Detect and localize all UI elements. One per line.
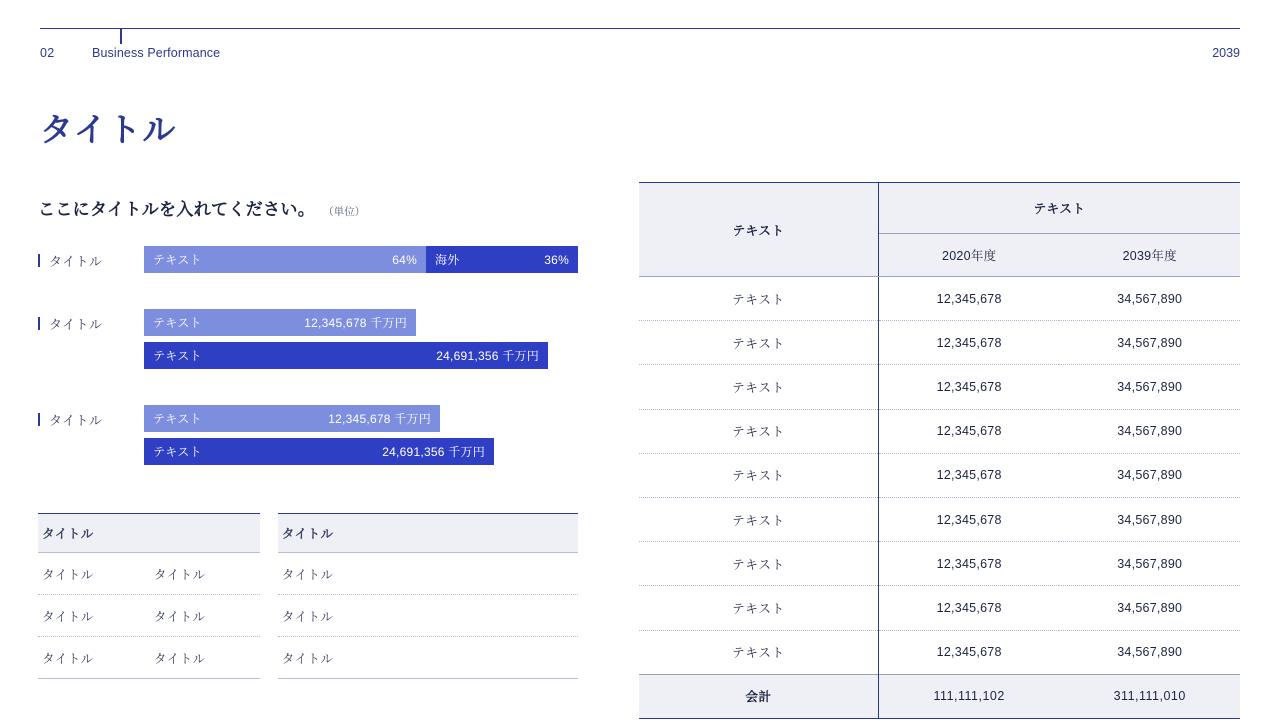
bar-label: テキスト xyxy=(153,349,202,363)
table-row xyxy=(639,277,1240,321)
group-header-label: テキスト xyxy=(878,183,1240,234)
table-row xyxy=(639,497,1240,541)
cell-2039: 34,567,890 xyxy=(1059,321,1240,365)
header-section-title: Business Performance xyxy=(92,46,221,60)
bar-group-label-text: タイトル xyxy=(49,254,103,269)
bar-group-label xyxy=(38,405,144,429)
bar-list xyxy=(144,405,586,471)
tick-marker-icon xyxy=(38,413,40,426)
bar-value: 12,345,678 千万円 xyxy=(304,316,407,330)
bar-segment xyxy=(144,438,494,465)
table-row xyxy=(639,630,1240,674)
row-label: テキスト xyxy=(639,453,878,497)
bar-row xyxy=(144,405,586,432)
left-table-b xyxy=(278,513,578,679)
row-label: テキスト xyxy=(639,630,878,674)
cell-2020: 12,345,678 xyxy=(878,497,1059,541)
bar-row xyxy=(144,342,586,369)
bar-value: 24,691,356 千万円 xyxy=(436,349,539,363)
table-row xyxy=(639,586,1240,630)
header-page-number: 02 xyxy=(40,46,55,60)
column-header-2020: 2020年度 xyxy=(878,234,1059,277)
table-row xyxy=(639,542,1240,586)
spacer xyxy=(38,393,586,405)
row-label: テキスト xyxy=(639,542,878,586)
cell-2020: 12,345,678 xyxy=(878,453,1059,497)
table-header-row xyxy=(639,183,1240,234)
bar-row xyxy=(144,438,586,465)
total-2039: 311,111,010 xyxy=(1059,674,1240,718)
bar-label: テキスト xyxy=(153,253,202,267)
row-label: テキスト xyxy=(639,277,878,321)
page-header xyxy=(40,28,1240,67)
column-header-2039: 2039年度 xyxy=(1059,234,1240,277)
cell-2039: 34,567,890 xyxy=(1059,542,1240,586)
tick-marker-icon xyxy=(38,317,40,330)
table-row xyxy=(38,595,260,637)
bar-segment xyxy=(144,309,416,336)
cell-2020: 12,345,678 xyxy=(878,542,1059,586)
row-label: テキスト xyxy=(639,409,878,453)
row-label: テキスト xyxy=(639,497,878,541)
table-cell: タイトル xyxy=(42,609,94,624)
bar-list xyxy=(144,309,586,375)
table-cell: タイトル xyxy=(281,651,334,666)
bar-value: 64% xyxy=(392,252,417,267)
bar-label: テキスト xyxy=(153,445,202,459)
row-label: テキスト xyxy=(639,321,878,365)
cell-2039: 34,567,890 xyxy=(1059,365,1240,409)
bar-segment xyxy=(426,246,578,273)
cell-2039: 34,567,890 xyxy=(1059,586,1240,630)
table-cell: タイトル xyxy=(42,567,94,582)
table-row xyxy=(278,637,578,679)
bar-group-label xyxy=(38,246,144,270)
table-row xyxy=(639,365,1240,409)
cell-2020: 12,345,678 xyxy=(878,277,1059,321)
table-row xyxy=(639,453,1240,497)
subtitle: ここにタイトルを入れてください。 xyxy=(38,200,316,219)
bar-label: テキスト xyxy=(153,412,202,426)
bar-value: 36% xyxy=(544,252,569,267)
total-label: 会計 xyxy=(639,674,878,718)
cell-2039: 34,567,890 xyxy=(1059,453,1240,497)
right-data-table xyxy=(639,182,1240,719)
bar-group-label xyxy=(38,309,144,333)
bar-segment xyxy=(144,342,548,369)
bar-value: 24,691,356 千万円 xyxy=(382,445,485,459)
subtitle-unit: （単位） xyxy=(323,206,366,218)
bar-row xyxy=(144,309,586,336)
left-column xyxy=(38,195,586,489)
cell-2039: 34,567,890 xyxy=(1059,409,1240,453)
table-cell: タイトル xyxy=(281,567,334,582)
bar-group-label-text: タイトル xyxy=(49,413,103,428)
table-total-row xyxy=(639,674,1240,718)
bar-group xyxy=(38,405,586,471)
bar-list xyxy=(144,246,586,279)
cell-2020: 12,345,678 xyxy=(878,321,1059,365)
table-cell: タイトル xyxy=(153,567,206,582)
cell-2039: 34,567,890 xyxy=(1059,497,1240,541)
left-table-a-header: タイトル xyxy=(38,513,260,553)
bar-group xyxy=(38,309,586,375)
row-header-label: テキスト xyxy=(639,183,878,277)
row-label: テキスト xyxy=(639,586,878,630)
subtitle-row xyxy=(38,195,586,220)
table-row xyxy=(278,595,578,637)
bar-label: 海外 xyxy=(435,253,460,267)
bar-value: 12,345,678 千万円 xyxy=(328,412,431,426)
left-table-b-header: タイトル xyxy=(278,513,578,553)
header-year: 2039 xyxy=(1212,46,1240,60)
cell-2039: 34,567,890 xyxy=(1059,277,1240,321)
table-row xyxy=(38,637,260,679)
bar-group-label-text: タイトル xyxy=(49,317,103,332)
header-divider xyxy=(120,29,122,44)
table-cell: タイトル xyxy=(281,609,334,624)
cell-2020: 12,345,678 xyxy=(878,586,1059,630)
spacer xyxy=(38,297,586,309)
page-title: タイトル xyxy=(40,111,177,148)
table-cell: タイトル xyxy=(42,651,94,666)
bar-row xyxy=(144,246,586,273)
cell-2020: 12,345,678 xyxy=(878,409,1059,453)
table-row xyxy=(38,553,260,595)
tick-marker-icon xyxy=(38,254,40,267)
bar-label: テキスト xyxy=(153,316,202,330)
left-table-a xyxy=(38,513,260,679)
cell-2039: 34,567,890 xyxy=(1059,630,1240,674)
cell-2020: 12,345,678 xyxy=(878,630,1059,674)
left-bottom-tables xyxy=(38,513,578,679)
table-cell: タイトル xyxy=(153,609,206,624)
table-row xyxy=(639,409,1240,453)
table-row xyxy=(639,321,1240,365)
bar-group xyxy=(38,246,586,279)
table-cell: タイトル xyxy=(153,651,206,666)
row-label: テキスト xyxy=(639,365,878,409)
total-2020: 111,111,102 xyxy=(878,674,1059,718)
bar-segment xyxy=(144,405,440,432)
cell-2020: 12,345,678 xyxy=(878,365,1059,409)
bar-segment xyxy=(144,246,426,273)
table-row xyxy=(278,553,578,595)
